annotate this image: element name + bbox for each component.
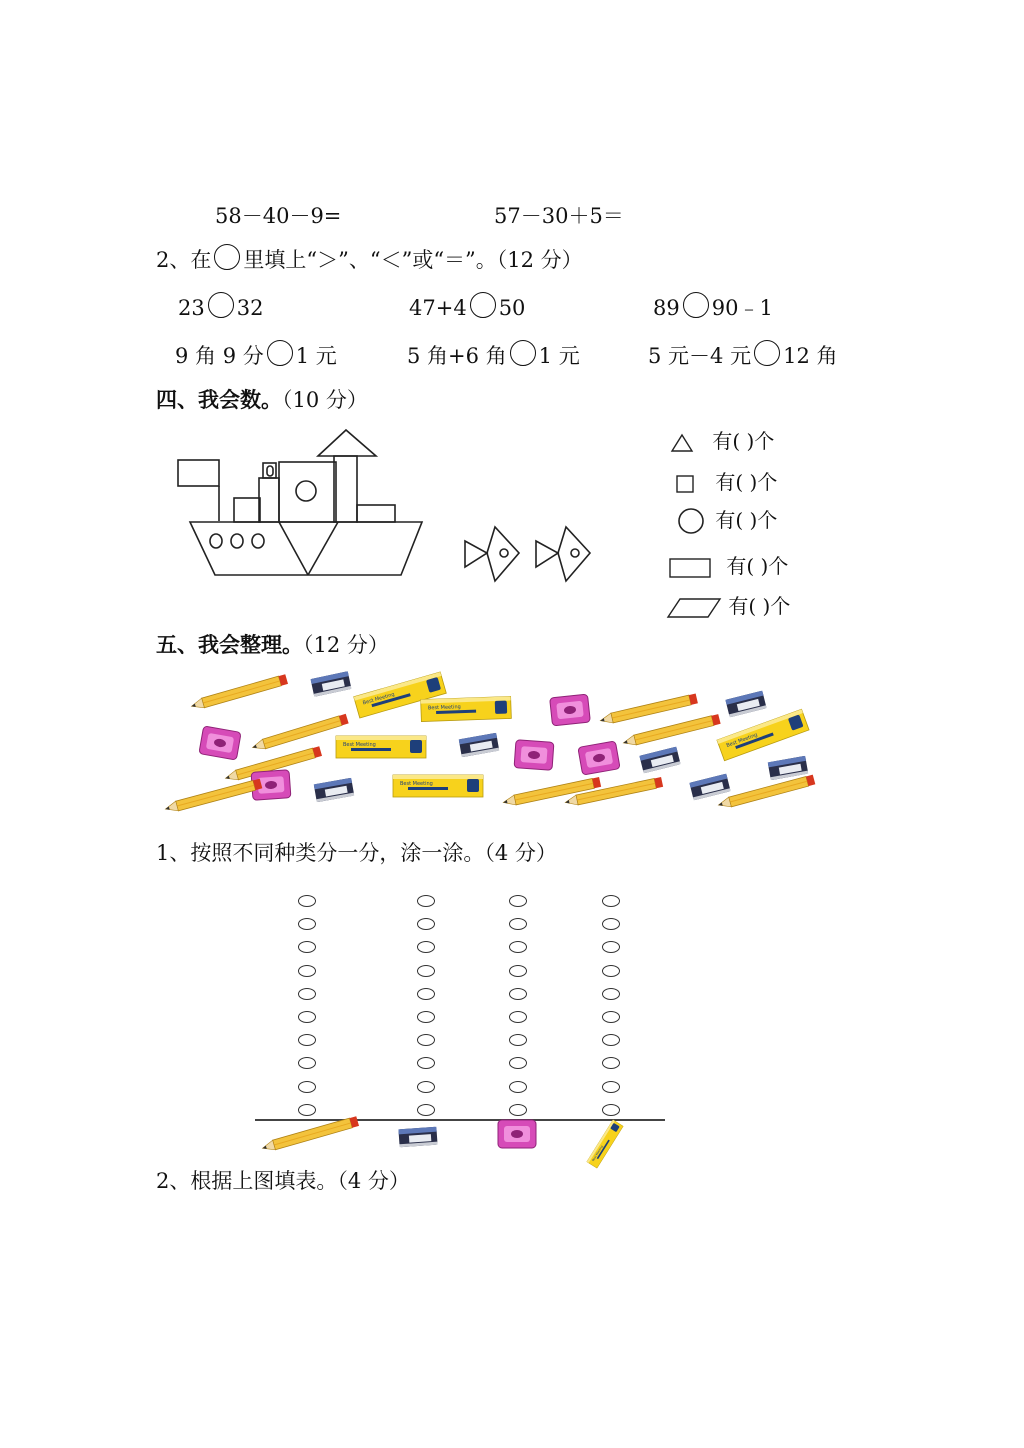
q2-instruction: 2、在 里填上“＞”、“＜”或“＝”。（12 分）: [156, 244, 583, 274]
arith-2: 57－30＋5＝: [494, 204, 624, 228]
compare-2: 47+4 50: [409, 292, 525, 320]
section-5-heading: 五、我会整理。（12 分）: [156, 632, 389, 657]
compare-1: 23 32: [178, 292, 263, 320]
compare-6: 5 元－4 元 12 角: [648, 340, 837, 370]
section-4-heading: 四、我会数。（10 分）: [156, 387, 368, 412]
s5-question-2: 2、根据上图填表。（4 分）: [156, 1169, 410, 1193]
arith-1: 58－40－9=: [215, 204, 342, 228]
compare-3: 89 90﹣1: [653, 292, 773, 322]
s5-question-1: 1、按照不同种类分一分，涂一涂。（4 分）: [156, 841, 557, 865]
count-circle: 有( )个: [677, 504, 777, 537]
count-triangle: 有( )个: [670, 425, 774, 454]
count-square: 有( )个: [675, 466, 777, 495]
compare-5: 5 角+6 角 1 元: [407, 340, 580, 370]
compare-4: 9 角 9 分 1 元: [175, 340, 337, 370]
count-rectangle: 有( )个: [668, 550, 788, 580]
count-parallelogram: 有( )个: [666, 590, 790, 620]
